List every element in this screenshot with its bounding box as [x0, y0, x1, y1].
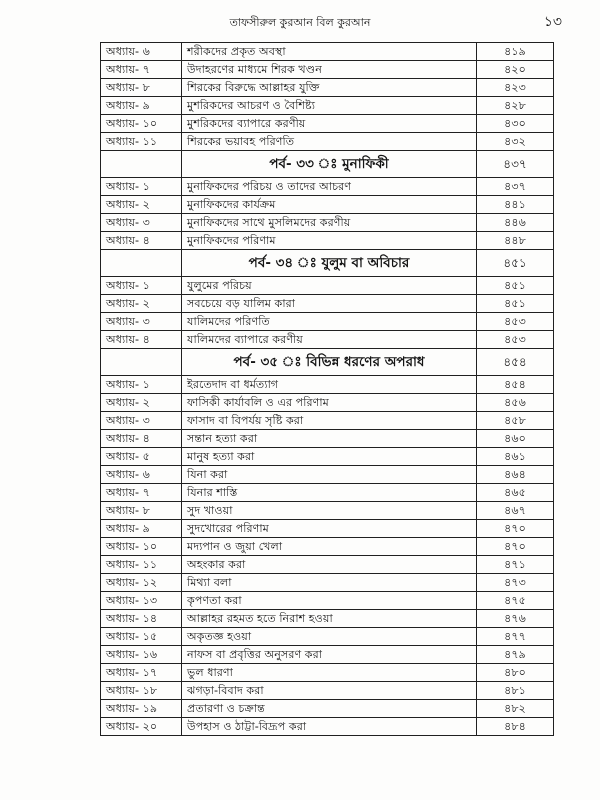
page-number-cell: ৪৮০: [477, 664, 554, 682]
chapter-title: সবচেয়ে বড় যালিম কারা: [182, 295, 477, 313]
chapter-label: অধ্যায়- ৬: [101, 466, 182, 484]
chapter-title: ইরতেদাদ বা ধর্মত্যাগ: [182, 376, 477, 394]
chapter-label: অধ্যায়- ১১: [101, 133, 182, 151]
chapter-title: ফাসিকী কার্যাবলি ও এর পরিণাম: [182, 394, 477, 412]
chapter-label: অধ্যায়- ২: [101, 394, 182, 412]
page-number-cell: ৪৫৩: [477, 331, 554, 349]
page-number-cell: ৪৫১: [477, 250, 554, 277]
blank-cell: [101, 349, 182, 376]
chapter-label: অধ্যায়- ১: [101, 376, 182, 394]
chapter-label: অধ্যায়- ১৬: [101, 646, 182, 664]
chapter-title: আল্লাহর রহমত হতে নিরাশ হওয়া: [182, 610, 477, 628]
page-number-cell: ৪৪১: [477, 196, 554, 214]
chapter-label: অধ্যায়- ১০: [101, 115, 182, 133]
chapter-row: [101, 700, 554, 718]
chapter-row: [101, 466, 554, 484]
table-of-contents: [100, 42, 554, 736]
chapter-label: অধ্যায়- ১৭: [101, 664, 182, 682]
chapter-title: মদ্যপান ও জুয়া খেলা: [182, 538, 477, 556]
page-number-cell: ৪৭৭: [477, 628, 554, 646]
chapter-label: অধ্যায়- ১৪: [101, 610, 182, 628]
page-number-cell: ৪৮২: [477, 700, 554, 718]
chapter-title: মুনাফিকদের পরিচয় ও তাদের আচরণ: [182, 178, 477, 196]
part-title: পর্ব- ৩৪ ঃ যুলুম বা অবিচার: [182, 250, 477, 277]
chapter-row: [101, 394, 554, 412]
chapter-title: উপহাস ও ঠাট্টা-বিদ্রূপ করা: [182, 718, 477, 736]
chapter-title: ফাসাদ বা বিপর্যয় সৃষ্টি করা: [182, 412, 477, 430]
page-number-cell: ৪২০: [477, 61, 554, 79]
chapter-title: মুনাফিকদের পরিণাম: [182, 232, 477, 250]
page-number-cell: ৪৬০: [477, 430, 554, 448]
chapter-row: [101, 376, 554, 394]
chapter-label: অধ্যায়- ৯: [101, 97, 182, 115]
chapter-label: অধ্যায়- ৮: [101, 79, 182, 97]
page-number-cell: ৪৪৬: [477, 214, 554, 232]
page-number-cell: ৪৭১: [477, 556, 554, 574]
chapter-row: [101, 628, 554, 646]
chapter-row: [101, 214, 554, 232]
chapter-label: অধ্যায়- ১: [101, 178, 182, 196]
chapter-label: অধ্যায়- ১৩: [101, 592, 182, 610]
chapter-label: অধ্যায়- ১: [101, 277, 182, 295]
chapter-label: অধ্যায়- ৬: [101, 43, 182, 61]
chapter-label: অধ্যায়- ২০: [101, 718, 182, 736]
page-number-cell: ৪২৩: [477, 79, 554, 97]
chapter-title: সন্তান হত্যা করা: [182, 430, 477, 448]
chapter-title: শিরকের বিরুদ্ধে আল্লাহর যুক্তি: [182, 79, 477, 97]
chapter-row: [101, 97, 554, 115]
part-heading-row: [101, 250, 554, 277]
page-number-cell: ৪৪৮: [477, 232, 554, 250]
chapter-row: [101, 484, 554, 502]
chapter-row: [101, 133, 554, 151]
chapter-row: [101, 502, 554, 520]
chapter-label: অধ্যায়- ৩: [101, 214, 182, 232]
chapter-row: [101, 682, 554, 700]
chapter-row: [101, 718, 554, 736]
chapter-row: [101, 430, 554, 448]
book-title: তাফসীরুল কুরআন বিল কুরআন: [229, 16, 371, 29]
chapter-title: শিরকের ভয়াবহ পরিণতি: [182, 133, 477, 151]
page-number-cell: ৪৭৬: [477, 610, 554, 628]
page-number-cell: ৪৭৯: [477, 646, 554, 664]
chapter-label: অধ্যায়- ১৯: [101, 700, 182, 718]
page-number-cell: ৪৬৪: [477, 466, 554, 484]
chapter-title: যুলুমের পরিচয়: [182, 277, 477, 295]
chapter-title: যিনা করা: [182, 466, 477, 484]
page-number-cell: ৪৩৭: [477, 178, 554, 196]
page-number-cell: ৪২৮: [477, 97, 554, 115]
chapter-title: মুশরিকদের আচরণ ও বৈশিষ্ট্য: [182, 97, 477, 115]
chapter-title: যিনার শাস্তি: [182, 484, 477, 502]
page-number-cell: ৪৬৫: [477, 484, 554, 502]
chapter-label: অধ্যায়- ১৮: [101, 682, 182, 700]
chapter-row: [101, 556, 554, 574]
chapter-title: নাফস বা প্রবৃত্তির অনুসরণ করা: [182, 646, 477, 664]
page-number-cell: ৪৬১: [477, 448, 554, 466]
chapter-row: [101, 412, 554, 430]
page-number-cell: ৪৮৪: [477, 718, 554, 736]
chapter-title: অকৃতজ্ঞ হওয়া: [182, 628, 477, 646]
chapter-label: অধ্যায়- ২: [101, 196, 182, 214]
chapter-title: কৃপণতা করা: [182, 592, 477, 610]
page-number-cell: ৪৩৭: [477, 151, 554, 178]
chapter-title: ভুল ধারণা: [182, 664, 477, 682]
chapter-row: [101, 646, 554, 664]
chapter-title: সুদখোরের পরিণাম: [182, 520, 477, 538]
chapter-title: মুনাফিকদের কার্যক্রম: [182, 196, 477, 214]
chapter-label: অধ্যায়- ১১: [101, 556, 182, 574]
page-number-cell: ৪৩২: [477, 133, 554, 151]
chapter-label: অধ্যায়- ৪: [101, 430, 182, 448]
page-number-cell: ৪৭৫: [477, 592, 554, 610]
page-number-cell: ৪৫৬: [477, 394, 554, 412]
chapter-title: অহংকার করা: [182, 556, 477, 574]
chapter-label: অধ্যায়- ৯: [101, 520, 182, 538]
chapter-row: [101, 295, 554, 313]
chapter-label: অধ্যায়- ১২: [101, 574, 182, 592]
chapter-row: [101, 61, 554, 79]
chapter-row: [101, 664, 554, 682]
part-title: পর্ব- ৩৫ ঃ বিভিন্ন ধরণের অপরাধ: [182, 349, 477, 376]
page-number-cell: ৪৫৪: [477, 376, 554, 394]
chapter-row: [101, 277, 554, 295]
part-title: পর্ব- ৩৩ ঃ মুনাফিকী: [182, 151, 477, 178]
chapter-row: [101, 79, 554, 97]
page-number-cell: ৪১৯: [477, 43, 554, 61]
chapter-label: অধ্যায়- ৩: [101, 412, 182, 430]
chapter-row: [101, 592, 554, 610]
chapter-row: [101, 538, 554, 556]
chapter-label: অধ্যায়- ৮: [101, 502, 182, 520]
chapter-title: মানুষ হত্যা করা: [182, 448, 477, 466]
page-number-cell: ৪৩০: [477, 115, 554, 133]
page-number-cell: ৪৭০: [477, 520, 554, 538]
page-number-cell: ৪৬৭: [477, 502, 554, 520]
page-number-cell: ৪৭০: [477, 538, 554, 556]
page-number-cell: ৪৫১: [477, 295, 554, 313]
chapter-title: মুনাফিকদের সাথে মুসলিমদের করণীয়: [182, 214, 477, 232]
chapter-title: মুশরিকদের ব্যাপারে করণীয়: [182, 115, 477, 133]
chapter-title: সুদ খাওয়া: [182, 502, 477, 520]
chapter-label: অধ্যায়- ৪: [101, 232, 182, 250]
chapter-label: অধ্যায়- ৭: [101, 484, 182, 502]
chapter-row: [101, 43, 554, 61]
page-number-cell: ৪৫১: [477, 277, 554, 295]
chapter-row: [101, 448, 554, 466]
page-number-cell: ৪৮১: [477, 682, 554, 700]
chapter-title: উদাহরণের মাধ্যমে শিরক খণ্ডন: [182, 61, 477, 79]
chapter-row: [101, 520, 554, 538]
page-number-cell: ৪৫৩: [477, 313, 554, 331]
chapter-title: মিথ্যা বলা: [182, 574, 477, 592]
chapter-row: [101, 115, 554, 133]
chapter-label: অধ্যায়- ২: [101, 295, 182, 313]
toc-body: [101, 43, 554, 736]
chapter-label: অধ্যায়- ৩: [101, 313, 182, 331]
chapter-label: অধ্যায়- ৭: [101, 61, 182, 79]
chapter-row: [101, 610, 554, 628]
chapter-row: [101, 313, 554, 331]
chapter-label: অধ্যায়- ৫: [101, 448, 182, 466]
chapter-title: শরীকদের প্রকৃত অবস্থা: [182, 43, 477, 61]
page-number: ১৩: [543, 14, 562, 30]
chapter-title: যালিমদের পরিণতি: [182, 313, 477, 331]
chapter-row: [101, 331, 554, 349]
chapter-row: [101, 178, 554, 196]
blank-cell: [101, 250, 182, 277]
chapter-row: [101, 232, 554, 250]
page-number-cell: ৪৫৪: [477, 349, 554, 376]
chapter-title: প্রতারণা ও চক্রান্ত: [182, 700, 477, 718]
part-heading-row: [101, 349, 554, 376]
blank-cell: [101, 151, 182, 178]
chapter-title: ঝগড়া-বিবাদ করা: [182, 682, 477, 700]
chapter-row: [101, 574, 554, 592]
page-number-cell: ৪৭৩: [477, 574, 554, 592]
chapter-label: অধ্যায়- ১৫: [101, 628, 182, 646]
chapter-label: অধ্যায়- ৪: [101, 331, 182, 349]
chapter-row: [101, 196, 554, 214]
part-heading-row: [101, 151, 554, 178]
chapter-label: অধ্যায়- ১০: [101, 538, 182, 556]
page-number-cell: ৪৫৮: [477, 412, 554, 430]
chapter-title: যালিমদের ব্যাপারে করণীয়: [182, 331, 477, 349]
